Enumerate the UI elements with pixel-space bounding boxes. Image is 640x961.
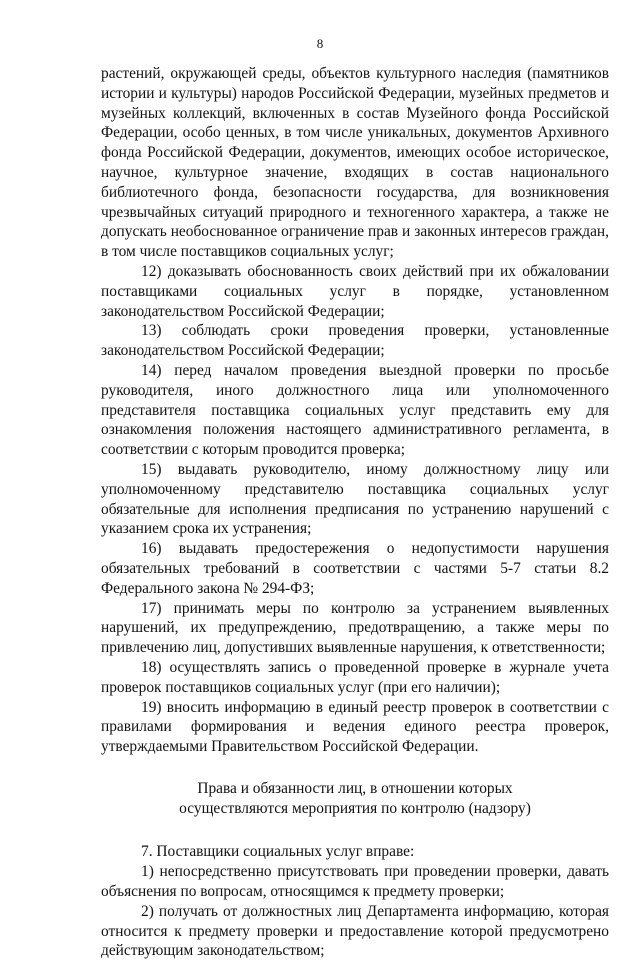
list-item-16: 16) выдавать предостережения о недопустимости нарушения обязательных требований в соответствии с частями 5-7 статьи 8.2 Федерального закона № 294-ФЗ; xyxy=(101,540,609,597)
section-heading xyxy=(101,779,609,819)
list-item-15: 15) выдавать руководителю, иному должностному лицу или уполномоченному представителю поставщика социальных услуг обязательные для исполнения предписания по устранению нарушений с указанием срока их устранения; xyxy=(101,460,609,538)
list-item-18: 18) осуществлять запись о проведенной проверке в журнале учета проверок поставщиков социальных услуг (при его наличии); xyxy=(101,658,609,696)
paragraph-continuation: растений, окружающей среды, объектов культурного наследия (памятников истории и культуры) народов Российской Федерации, музейных предметов и музейных коллекций, включенных в состав Музейного фонда Российской Федерации, особо ценных, в том числе уникальных, документов Архивного фонда Российской Федерации, документов, имеющих особое историческое, научное, культурное значение, входящих в состав национального библиотечного фонда, безопасности государства, для возникновения чрезвычайных ситуаций природного и техногенного характера, а также не допускать необоснованное ограничение прав и законных интересов граждан, в том числе поставщиков социальных услуг; xyxy=(101,65,609,261)
list-item-12: 12) доказывать обоснованность своих действий при их обжаловании поставщиками социальных услуг в порядке, установленном законодательством Российской Федерации; xyxy=(101,262,609,320)
document-body xyxy=(101,64,609,961)
section-heading-line-1: Права и обязанности лиц, в отношении которых xyxy=(197,779,513,797)
list-item-19: 19) вносить информацию в единый реестр проверок в соответствии с правилами формирования и ведения единого реестра проверок, утверждаемыми Правительством Российской Федерации. xyxy=(101,698,609,756)
section-heading-line-2: осуществляются мероприятия по контролю (надзору) xyxy=(179,799,531,817)
list-item-14: 14) перед началом проведения выездной проверки по просьбе руководителя, иного должностного лица или уполномоченного представителя поставщика социальных услуг представить ему для ознакомления положения настоящего административного регламента, в соответствии с которым проводится проверка; xyxy=(101,361,609,459)
section-7-intro: 7. Поставщики социальных услуг вправе: xyxy=(141,843,415,861)
rights-item-1: 1) непосредственно присутствовать при проведении проверки, давать объяснения по вопросам, относящимся к предмету проверки; xyxy=(101,863,609,901)
list-item-13: 13) соблюдать сроки проведения проверки, установленные законодательством Российской Федерации; xyxy=(101,322,609,360)
rights-item-2: 2) получать от должностных лиц Департамента информацию, которая относится к предмету проверки и предоставление которой предусмотрено действующим законодательством; xyxy=(101,902,609,960)
list-item-17: 17) принимать меры по контролю за устранением выявленных нарушений, их предупреждению, предотвращению, а также меры по привлечению лиц, допустивших выявленные нарушения, к ответственности; xyxy=(101,599,609,657)
page-number: 8 xyxy=(316,36,324,51)
